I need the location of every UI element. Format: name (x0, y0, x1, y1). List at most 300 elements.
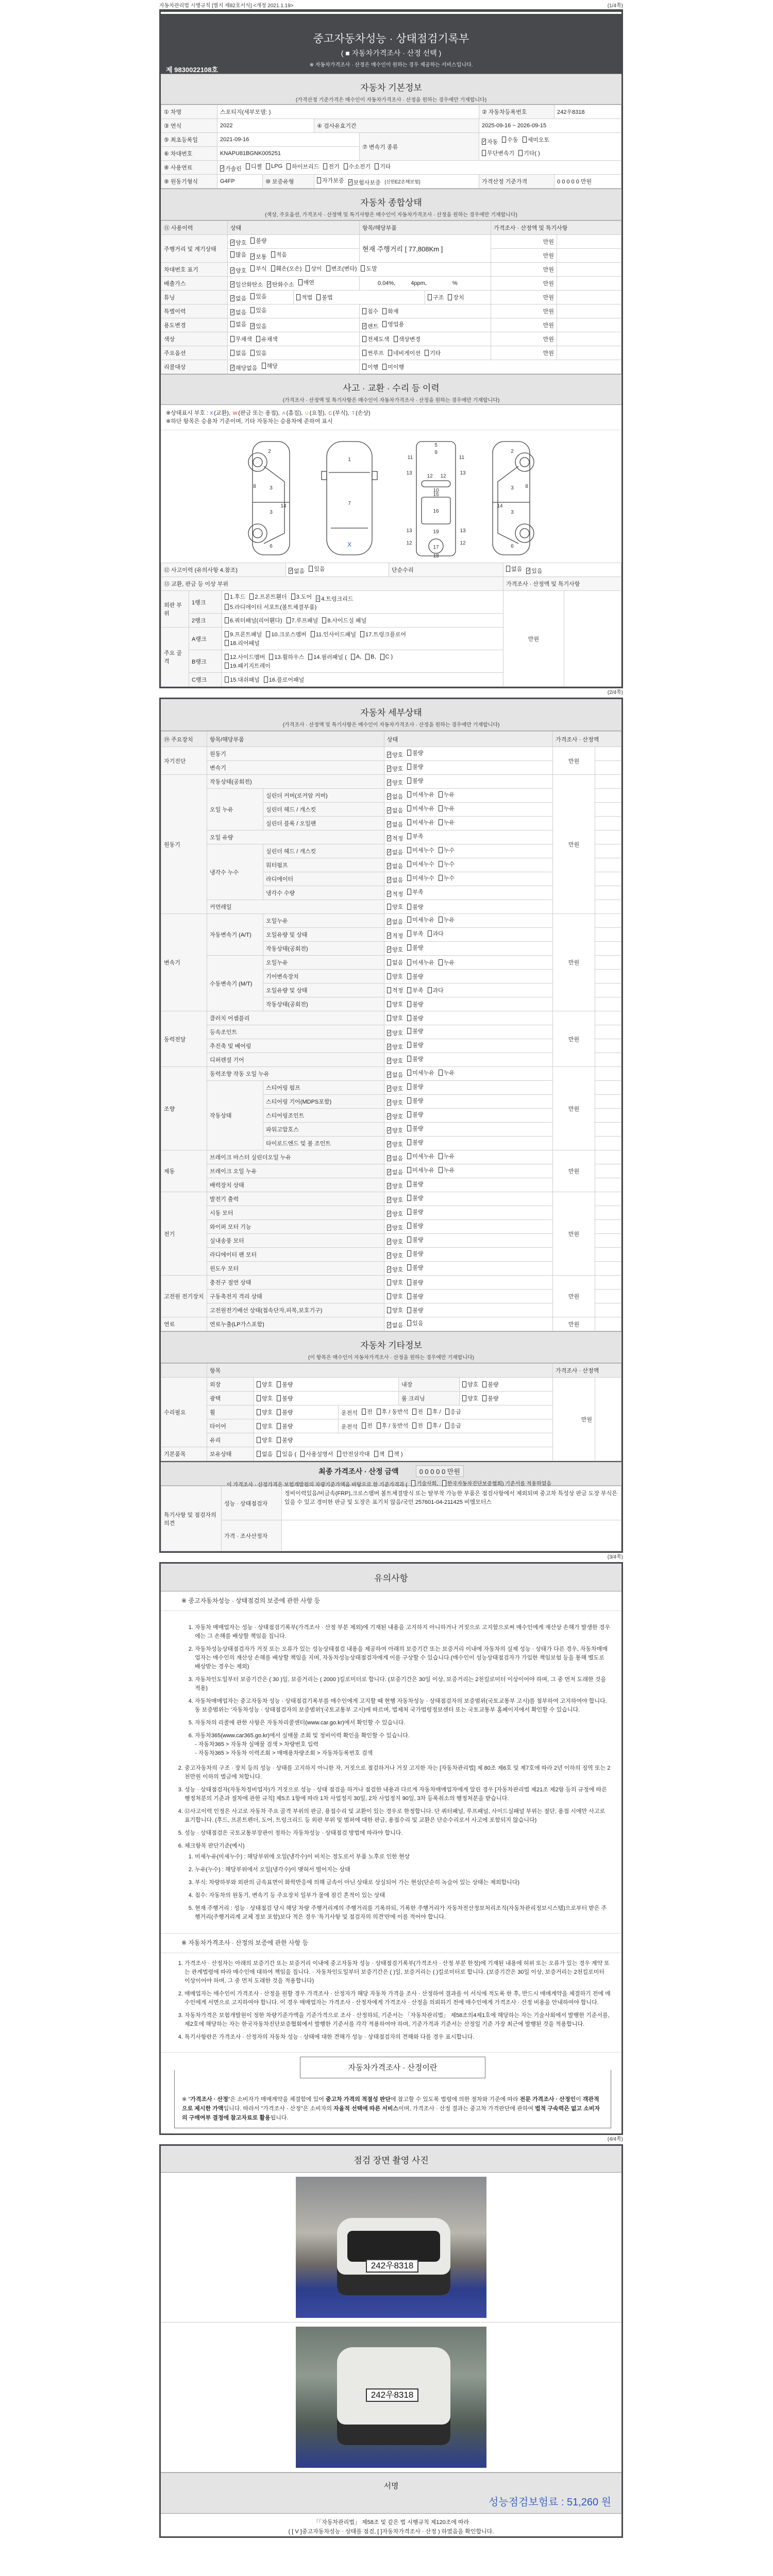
checked-checkbox[interactable]: ✓ (388, 1030, 392, 1035)
checkbox-label: 잭 ) (394, 1451, 403, 1458)
checkbox[interactable] (225, 617, 229, 623)
checked-checkbox[interactable]: ✓ (388, 766, 392, 771)
checkbox[interactable] (291, 594, 295, 600)
checkbox[interactable] (277, 1395, 281, 1401)
inspection-photo-rear[interactable] (296, 2327, 486, 2468)
checkbox[interactable] (407, 1111, 411, 1117)
checkbox[interactable] (407, 1153, 411, 1159)
checked-checkbox[interactable]: ✓ (348, 179, 353, 184)
checkbox[interactable] (407, 1264, 411, 1270)
status-options (384, 747, 553, 761)
checkbox[interactable] (382, 308, 386, 314)
note-cell[interactable] (595, 831, 621, 844)
checkbox[interactable] (439, 1153, 443, 1159)
note-cell[interactable] (595, 1234, 621, 1248)
checkbox-label: 불량 (282, 1381, 293, 1388)
checkbox[interactable] (407, 777, 411, 784)
checkbox[interactable] (344, 163, 348, 170)
note-cell[interactable] (595, 803, 621, 817)
checkbox[interactable] (407, 1001, 411, 1007)
checkbox[interactable] (322, 617, 326, 623)
checkbox[interactable] (300, 1451, 305, 1457)
inspection-photo-front[interactable] (296, 2177, 486, 2318)
checkbox[interactable] (306, 265, 310, 272)
checkbox[interactable] (362, 350, 366, 356)
checked-checkbox[interactable]: ✓ (231, 295, 235, 300)
checkbox[interactable] (380, 654, 384, 660)
note-cell[interactable] (595, 914, 621, 928)
checkbox[interactable] (407, 1070, 411, 1076)
note-cell[interactable] (595, 984, 621, 997)
note-item (184, 1829, 611, 1838)
checkbox[interactable] (250, 307, 255, 313)
checkbox[interactable] (407, 1293, 411, 1299)
checkbox[interactable] (439, 791, 443, 798)
checked-checkbox[interactable]: ✓ (388, 1072, 392, 1077)
checkbox[interactable] (277, 1437, 281, 1443)
checked-checkbox[interactable]: ✓ (388, 1225, 392, 1230)
checkbox[interactable] (439, 805, 443, 811)
checkbox[interactable] (448, 294, 452, 300)
checked-checkbox[interactable]: ✓ (388, 849, 392, 854)
checkbox[interactable] (407, 930, 411, 937)
checkbox[interactable] (262, 363, 266, 369)
checked-checkbox[interactable]: ✓ (388, 1266, 392, 1272)
checkbox[interactable] (407, 973, 411, 979)
checkbox[interactable] (230, 336, 234, 342)
checked-checkbox[interactable]: ✓ (251, 253, 255, 259)
note-cell[interactable] (557, 291, 621, 304)
checked-checkbox[interactable]: ✓ (289, 568, 293, 573)
checkbox[interactable] (362, 336, 366, 342)
checked-checkbox[interactable]: x (317, 596, 320, 601)
checkbox[interactable] (427, 1409, 431, 1415)
checkbox[interactable] (439, 847, 443, 853)
note-cell[interactable] (595, 872, 621, 886)
checkbox[interactable] (387, 904, 391, 910)
note-cell[interactable] (595, 1095, 621, 1109)
checkbox-option (382, 320, 405, 328)
checkbox[interactable] (439, 959, 443, 965)
rank-label: A랭크 (189, 628, 222, 650)
note-cell[interactable] (595, 844, 621, 858)
note-cell[interactable] (595, 761, 621, 775)
note-cell[interactable] (595, 900, 621, 914)
checkbox[interactable] (523, 137, 527, 143)
checkbox[interactable] (407, 917, 411, 923)
wheel-position-options (339, 1405, 553, 1419)
checkbox-option (387, 1000, 404, 1008)
checkbox-label: 불량 (412, 1251, 424, 1257)
checkbox[interactable] (316, 294, 321, 300)
note-cell[interactable] (595, 1150, 621, 1164)
note-cell[interactable] (595, 1178, 621, 1192)
checkbox[interactable] (225, 631, 229, 637)
checkbox[interactable] (387, 973, 391, 979)
checkbox[interactable] (482, 1395, 486, 1401)
group-label: 조향 (161, 1067, 207, 1150)
checkbox[interactable] (287, 617, 291, 623)
checkbox[interactable] (502, 137, 506, 143)
checkbox[interactable] (387, 1293, 391, 1299)
note-cell[interactable] (557, 263, 621, 277)
checkbox[interactable] (266, 163, 270, 170)
checkbox[interactable] (407, 944, 411, 951)
checkbox[interactable] (257, 1395, 261, 1401)
checkbox[interactable] (407, 1028, 411, 1034)
checkbox[interactable] (439, 1167, 443, 1173)
checkbox[interactable] (407, 875, 411, 881)
checkbox[interactable] (298, 279, 303, 285)
definition-segment: 됩니다. (270, 2115, 289, 2121)
checkbox[interactable] (439, 1070, 443, 1076)
checkbox[interactable] (351, 654, 355, 660)
checkbox[interactable] (225, 676, 229, 683)
note-cell[interactable] (595, 970, 621, 984)
part-number-label: 17 (433, 545, 439, 550)
note-cell[interactable] (595, 858, 621, 872)
note-cell[interactable] (595, 1039, 621, 1053)
detail-row (161, 1081, 621, 1095)
checked-checkbox[interactable]: ✓ (388, 1127, 392, 1132)
checkbox[interactable] (407, 1139, 411, 1145)
price-unit: 만원 (553, 1150, 595, 1192)
checked-checkbox[interactable]: ✓ (388, 1058, 392, 1063)
checkbox[interactable] (407, 1083, 411, 1090)
checkbox[interactable] (407, 791, 411, 798)
checkbox[interactable] (439, 917, 443, 923)
note-cell[interactable] (595, 1248, 621, 1262)
checkbox[interactable] (506, 566, 510, 572)
checkbox-label: 기타 (430, 350, 441, 357)
warranty-list (161, 1623, 611, 1758)
checkbox[interactable] (407, 847, 411, 853)
checkbox[interactable] (412, 1409, 416, 1415)
checked-checkbox[interactable]: ✓ (388, 946, 392, 952)
checked-checkbox[interactable]: ✓ (388, 933, 392, 938)
checkbox[interactable] (257, 1409, 261, 1415)
checkbox[interactable] (412, 1422, 416, 1429)
note-cell[interactable] (595, 886, 621, 900)
checkbox[interactable] (309, 566, 313, 572)
checkbox[interactable] (462, 1395, 466, 1401)
checkbox[interactable] (266, 631, 270, 637)
checked-checkbox[interactable]: ✓ (388, 1155, 392, 1160)
note-cell[interactable] (557, 277, 621, 291)
checked-checkbox[interactable]: ✓ (388, 1197, 392, 1202)
checkbox[interactable] (287, 163, 291, 170)
checkbox[interactable] (407, 1320, 411, 1326)
note-cell[interactable] (595, 1192, 621, 1206)
checked-checkbox[interactable]: ✓ (221, 165, 225, 171)
checkbox[interactable] (362, 364, 366, 370)
checkbox[interactable] (375, 163, 379, 170)
checkbox[interactable] (377, 1422, 381, 1429)
checked-checkbox[interactable]: ✓ (388, 807, 392, 812)
checkbox[interactable] (407, 1125, 411, 1131)
checkbox[interactable] (428, 987, 432, 993)
note-cell[interactable] (557, 304, 621, 318)
item-label: 브레이크 마스터 실린더오일 누유 (207, 1150, 384, 1164)
note-cell[interactable] (557, 332, 621, 346)
checkbox[interactable] (407, 805, 411, 811)
note-cell[interactable] (557, 318, 621, 332)
checkbox[interactable] (374, 1451, 378, 1457)
checked-checkbox[interactable]: ✓ (231, 281, 235, 286)
checkbox[interactable] (445, 1422, 449, 1429)
checkbox[interactable] (407, 1015, 411, 1021)
note-cell[interactable] (595, 1164, 621, 1178)
checked-checkbox[interactable]: ✓ (388, 1211, 392, 1216)
checked-checkbox[interactable]: ✓ (388, 1322, 392, 1327)
checked-checkbox[interactable]: ✓ (388, 1239, 392, 1244)
note-cell[interactable] (595, 775, 621, 789)
checkbox[interactable] (257, 1381, 261, 1387)
checkbox[interactable] (387, 1015, 391, 1021)
checkbox[interactable] (407, 1209, 411, 1215)
checkbox[interactable] (407, 1250, 411, 1257)
checkbox[interactable] (407, 1056, 411, 1062)
checkbox[interactable] (256, 336, 260, 342)
note-cell[interactable] (595, 1067, 621, 1081)
checked-checkbox[interactable]: ✓ (388, 821, 392, 826)
note-cell[interactable] (595, 1053, 621, 1067)
checkbox[interactable] (394, 336, 398, 342)
checkbox[interactable] (425, 350, 429, 356)
note-cell[interactable] (557, 249, 621, 263)
checkbox-option (387, 1278, 404, 1286)
checkbox[interactable] (277, 1409, 281, 1415)
checkbox[interactable] (439, 875, 443, 881)
checkbox[interactable] (427, 1422, 431, 1429)
checkbox[interactable] (407, 1195, 411, 1201)
inspector-opinion: 정비이력있음/비금속(FRP),크로스멤버 볼트체결방식 또는 탈부착 가능한 부품은 점검사항에서 제외되며 중고차 특성상 판금 도장 부식은 있을 수 있고 경미한 판금 및 도장은 표기치 않음/국민 257601-04-211425 비엠모터스 (282, 1486, 621, 1520)
checkbox[interactable] (387, 1307, 391, 1313)
checked-checkbox[interactable]: ✓ (388, 1252, 392, 1258)
checkbox[interactable] (387, 1279, 391, 1285)
checked-checkbox[interactable]: ✓ (388, 877, 392, 882)
checkbox[interactable] (407, 1307, 411, 1313)
note-cell[interactable] (595, 1011, 621, 1025)
checkbox[interactable] (407, 833, 411, 839)
checkbox-option (407, 1249, 424, 1258)
checked-checkbox[interactable]: ✓ (388, 1169, 392, 1174)
detail-row (161, 761, 621, 775)
checkbox[interactable] (250, 350, 255, 356)
checked-checkbox[interactable]: ✓ (267, 281, 272, 286)
note-cell[interactable] (595, 1206, 621, 1220)
checkbox[interactable] (462, 1381, 466, 1387)
checkbox[interactable] (264, 676, 268, 683)
checkbox[interactable] (271, 265, 275, 272)
note-cell[interactable] (557, 235, 621, 249)
checkbox[interactable] (407, 889, 411, 895)
checked-checkbox[interactable]: ✓ (482, 139, 486, 144)
checkbox-option (322, 616, 367, 624)
note-cell[interactable] (595, 1025, 621, 1039)
checked-checkbox[interactable]: ✓ (388, 1044, 392, 1049)
checkbox[interactable] (225, 604, 229, 610)
note-cell[interactable] (595, 956, 621, 970)
note-cell[interactable] (595, 1081, 621, 1095)
note-cell[interactable] (595, 1276, 621, 1290)
checkbox[interactable] (362, 1422, 366, 1429)
checkbox[interactable] (411, 1480, 415, 1486)
checkbox[interactable] (250, 293, 255, 299)
checkbox[interactable] (317, 177, 321, 183)
mileage-state (228, 235, 360, 249)
checkbox[interactable] (308, 654, 312, 660)
checkbox[interactable] (362, 1409, 366, 1415)
checkbox-label: 불량 (412, 1293, 424, 1300)
checkbox[interactable] (518, 150, 523, 156)
checkbox[interactable] (428, 294, 432, 300)
checkbox[interactable] (407, 1279, 411, 1285)
checkbox[interactable] (230, 350, 234, 356)
note-cell[interactable] (595, 928, 621, 942)
checkbox[interactable] (311, 631, 315, 637)
checkbox[interactable] (277, 1423, 281, 1429)
checked-checkbox[interactable]: ✓ (388, 863, 392, 868)
note-cell[interactable] (595, 1378, 621, 1461)
checkbox[interactable] (296, 294, 300, 300)
checked-checkbox[interactable]: ✓ (388, 891, 392, 896)
checkbox[interactable] (382, 364, 386, 370)
checked-checkbox[interactable]: ✓ (388, 1113, 392, 1118)
header-divider (161, 12, 621, 14)
note-cell[interactable] (564, 591, 621, 687)
checkbox[interactable] (407, 959, 411, 965)
checkbox[interactable] (361, 265, 365, 272)
checkbox[interactable] (445, 1409, 449, 1415)
checkbox[interactable] (482, 150, 486, 156)
checkbox[interactable] (407, 1167, 411, 1173)
checkbox[interactable] (362, 308, 366, 314)
checkbox[interactable] (271, 251, 275, 258)
checkbox[interactable] (257, 1423, 261, 1429)
checkbox[interactable] (389, 1451, 393, 1457)
checked-checkbox[interactable]: ✓ (388, 1183, 392, 1188)
checked-checkbox[interactable]: ✓ (388, 1141, 392, 1146)
checkbox[interactable] (323, 163, 327, 170)
note-cell[interactable] (595, 1262, 621, 1276)
checked-checkbox[interactable]: ✓ (231, 309, 235, 314)
checkbox[interactable] (439, 861, 443, 867)
checkbox[interactable] (337, 1451, 341, 1457)
note-cell[interactable] (595, 1220, 621, 1234)
checkbox[interactable] (225, 654, 229, 660)
checkbox-option (230, 266, 247, 275)
checkbox-label: 적정 (392, 987, 404, 994)
checkbox-option (387, 792, 404, 801)
checkbox-option (250, 349, 267, 357)
checkbox[interactable] (225, 663, 229, 669)
checkbox[interactable] (230, 251, 234, 258)
checked-checkbox[interactable]: ✓ (388, 1099, 392, 1105)
note-cell[interactable] (595, 1317, 621, 1331)
checkbox[interactable] (442, 1480, 446, 1486)
note-cell[interactable] (557, 346, 621, 360)
checkbox[interactable] (225, 594, 229, 600)
checkbox[interactable] (407, 750, 411, 756)
checked-checkbox[interactable]: ✓ (231, 365, 235, 370)
checkbox[interactable] (428, 930, 432, 937)
note-cell[interactable] (595, 942, 621, 956)
checkbox[interactable] (277, 1381, 281, 1387)
checkbox[interactable] (257, 1451, 261, 1457)
checkbox[interactable] (246, 163, 250, 170)
checkbox[interactable] (382, 321, 386, 327)
note-cell[interactable] (595, 1137, 621, 1150)
checked-checkbox[interactable]: ✓ (388, 779, 392, 785)
checkbox[interactable] (407, 1181, 411, 1187)
note-cell[interactable] (595, 1290, 621, 1303)
checkbox[interactable] (407, 764, 411, 770)
checkbox[interactable] (387, 1001, 391, 1007)
checkbox[interactable] (482, 1381, 486, 1387)
checkbox[interactable] (388, 350, 392, 356)
checkbox[interactable] (439, 819, 443, 825)
checkbox-option (360, 630, 407, 638)
checkbox[interactable] (407, 904, 411, 910)
checkbox-option (523, 135, 551, 144)
checkbox[interactable] (360, 631, 364, 637)
checked-checkbox[interactable]: ✓ (388, 752, 392, 757)
checkbox[interactable] (407, 987, 411, 993)
checked-checkbox[interactable]: ✓ (527, 568, 531, 573)
appraiser-opinion[interactable] (282, 1520, 621, 1551)
checked-checkbox[interactable]: ✓ (231, 267, 235, 273)
checked-checkbox[interactable]: ✓ (251, 323, 255, 328)
note-cell[interactable] (595, 1123, 621, 1137)
note-cell[interactable] (595, 1109, 621, 1123)
checkbox-label: 양호 (392, 904, 404, 910)
checkbox[interactable] (377, 1409, 381, 1415)
checkbox[interactable] (407, 819, 411, 825)
checkbox[interactable] (230, 321, 234, 327)
checkbox[interactable] (225, 640, 229, 646)
note-cell[interactable] (595, 817, 621, 831)
checkbox[interactable] (365, 654, 369, 660)
checked-checkbox[interactable]: ✓ (388, 1086, 392, 1091)
note-cell[interactable] (595, 747, 621, 761)
checked-checkbox[interactable]: ✓ (363, 323, 367, 328)
checkbox[interactable] (277, 1451, 281, 1457)
checkbox[interactable] (326, 265, 330, 272)
checked-checkbox[interactable]: ✓ (231, 240, 235, 245)
checkbox[interactable] (250, 265, 255, 272)
checkbox[interactable] (407, 1042, 411, 1048)
checkbox[interactable] (407, 861, 411, 867)
checkbox[interactable] (387, 987, 391, 993)
checkbox-label: 기타( ) (524, 150, 540, 157)
checkbox[interactable] (257, 1437, 261, 1443)
checkbox[interactable] (249, 594, 254, 600)
checked-checkbox[interactable]: ✓ (388, 835, 392, 840)
checkbox[interactable] (407, 1097, 411, 1104)
checked-checkbox[interactable]: ✓ (388, 919, 392, 924)
note-cell[interactable] (595, 789, 621, 803)
checkbox-option (382, 363, 405, 371)
checkbox[interactable] (250, 238, 255, 244)
checked-checkbox[interactable]: ✓ (388, 793, 392, 799)
note-cell[interactable] (595, 1303, 621, 1317)
note-cell[interactable] (595, 997, 621, 1011)
checkbox[interactable] (387, 959, 391, 965)
checkbox[interactable] (269, 654, 273, 660)
checkbox[interactable] (407, 1223, 411, 1229)
checkbox[interactable] (407, 1236, 411, 1243)
